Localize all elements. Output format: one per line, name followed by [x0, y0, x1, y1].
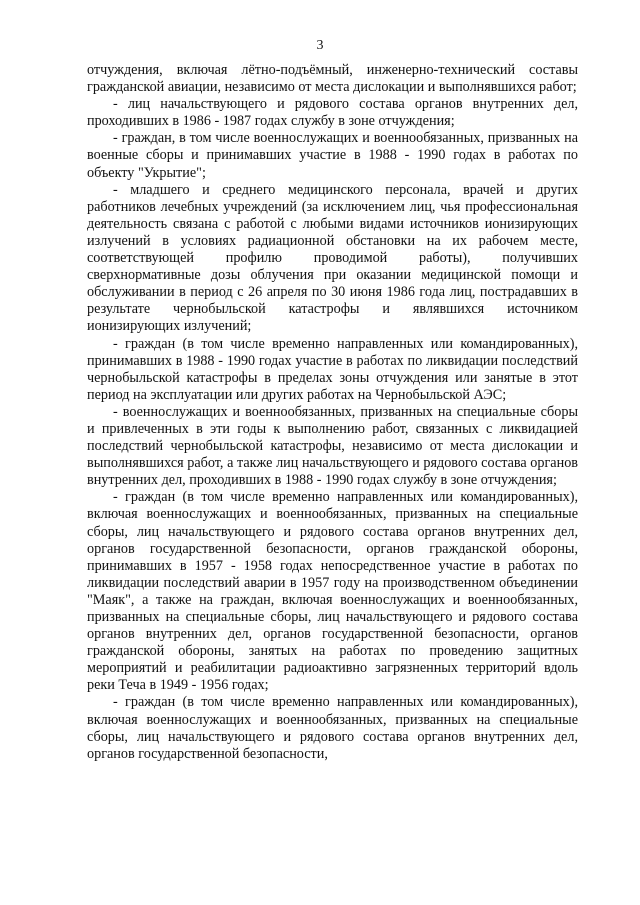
list-item-mayak-techa: - граждан (в том числе временно направленных или командированных), включая военнослужащих и военнообязанных, призванных на специальные сборы, лиц начальствующего и рядового состава органов внутренних дел, органов государственной безопасности, органов гражданской обороны, принимавших в 1957 - 1958 годах непосредственное участие в работах по ликвидации последствий аварии в 1957 году на производственном объединении "Маяк", а также на граждан, включая военнослужащих и военнообязанных, призванных на специальные сборы, лиц начальствующего и рядового состава органов внутренних дел, органов государственной безопасности, органов гражданской обороны, занятых на работах по проведению защитных мероприятий и реабилитации радиоактивно загрязненных территорий вдоль реки Теча в 1949 - 1956 годах;: [87, 489, 578, 694]
list-item-police-1986: - лиц начальствующего и рядового состава органов внутренних дел, проходивших в 1986 - 1987 годах службу в зоне отчуждения;: [87, 96, 578, 130]
list-item-ukrytie: - граждан, в том числе военнослужащих и военнообязанных, призванных на военные сборы и принимавших участие в 1988 - 1990 годах в работах по объекту "Укрытие";: [87, 130, 578, 181]
list-item-servicemen-1988: - военнослужащих и военнообязанных, призванных на специальные сборы и привлеченных в эти годы к выполнению работ, связанных с ликвидацией последствий чернобыльской катастрофы, независимо от места дислокации и выполнявшихся работ, а также лиц начальствующего и рядового состава органов внутренних дел, проходивших в 1988 - 1990 годах службу в зоне отчуждения;: [87, 403, 578, 489]
list-item-citizens-continued: - граждан (в том числе временно направленных или командированных), включая военнослужащих и военнообязанных, призванных на специальные сборы, лиц начальствующего и рядового состава органов внутренних дел, органов государственной безопасности,: [87, 694, 578, 762]
list-item-citizens-1988: - граждан (в том числе временно направленных или командированных), принимавших в 1988 - 1990 годах участие в работах по ликвидации последствий чернобыльской катастрофы в пределах зоны отчуждения или занятые в этот период на эксплуатации или других работах на Чернобыльской АЭС;: [87, 335, 578, 403]
page-number: 3: [316, 38, 324, 53]
document-body: [87, 62, 578, 763]
paragraph-continuation: отчуждения, включая лётно-подъёмный, инженерно-технический составы гражданской авиации, независимо от места дислокации и выполнявшихся работ;: [87, 62, 578, 96]
list-item-medical-staff: - младшего и среднего медицинского персонала, врачей и других работников лечебных учреждений (за исключением лиц, чья профессиональная деятельность связана с работой с любыми видами источников ионизирующих излучений в условиях радиационной обстановки на их рабочем месте, соответствующей профилю проводимой работы), получивших сверхнормативные дозы облучения при оказании медицинской помощи и обслуживании в период с 26 апреля по 30 июня 1986 года лиц, пострадавших в результате чернобыльской катастрофы и являвшихся источником ионизирующих излучений;: [87, 181, 578, 335]
